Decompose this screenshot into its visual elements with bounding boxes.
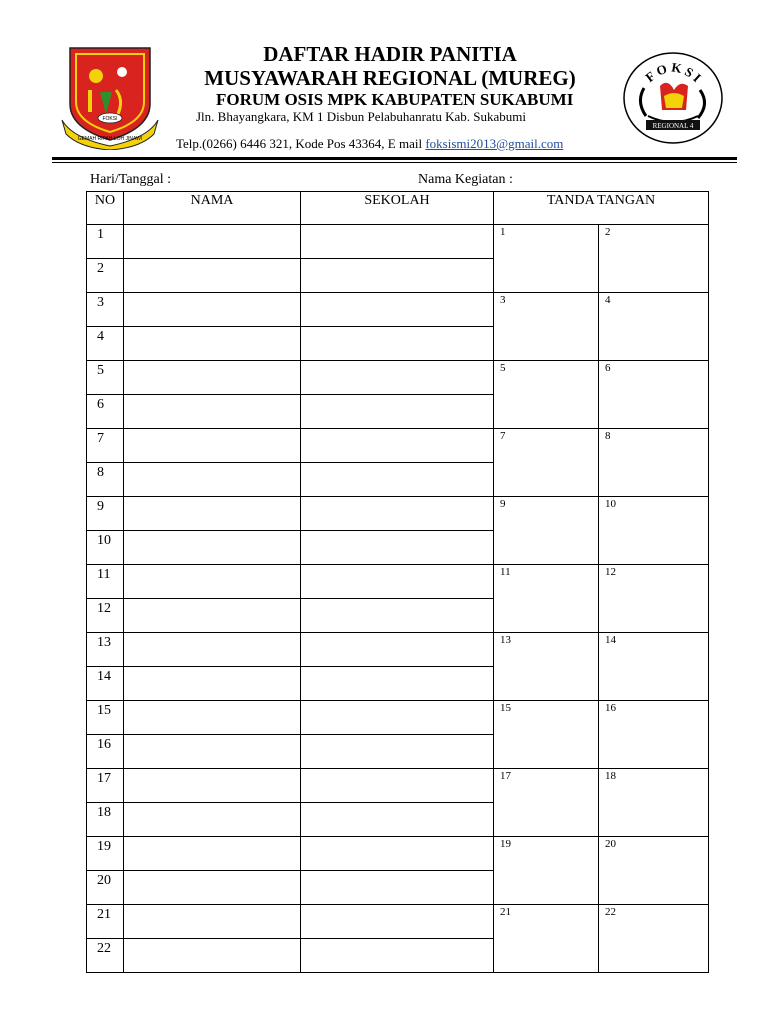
table-row <box>87 565 709 599</box>
row-number: 7 <box>87 429 124 463</box>
school-cell[interactable] <box>301 667 494 701</box>
school-cell[interactable] <box>301 769 494 803</box>
name-cell[interactable] <box>124 293 301 327</box>
name-cell[interactable] <box>124 667 301 701</box>
school-cell[interactable] <box>301 871 494 905</box>
row-number: 9 <box>87 497 124 531</box>
row-number: 16 <box>87 735 124 769</box>
table-row <box>87 429 709 463</box>
row-number: 12 <box>87 599 124 633</box>
signature-cell-right[interactable]: 22 <box>599 905 709 973</box>
signature-cell-right[interactable]: 10 <box>599 497 709 565</box>
row-number: 4 <box>87 327 124 361</box>
row-number: 18 <box>87 803 124 837</box>
attendance-rows <box>87 225 709 973</box>
signature-cell-left[interactable]: 5 <box>494 361 599 429</box>
crest-icon <box>60 42 160 150</box>
signature-cell-left[interactable]: 9 <box>494 497 599 565</box>
signature-cell-right[interactable]: 18 <box>599 769 709 837</box>
signature-cell-left[interactable]: 3 <box>494 293 599 361</box>
name-cell[interactable] <box>124 939 301 973</box>
name-cell[interactable] <box>124 701 301 735</box>
name-cell[interactable] <box>124 225 301 259</box>
svg-text:FOKSI: FOKSI <box>102 116 118 122</box>
school-cell[interactable] <box>301 395 494 429</box>
signature-cell-right[interactable]: 6 <box>599 361 709 429</box>
header-school: SEKOLAH <box>301 192 494 225</box>
table-row <box>87 837 709 871</box>
table-row <box>87 633 709 667</box>
school-cell[interactable] <box>301 225 494 259</box>
row-number: 10 <box>87 531 124 565</box>
header-signature: TANDA TANGAN <box>494 192 709 225</box>
row-number: 5 <box>87 361 124 395</box>
address: Jln. Bhayangkara, KM 1 Disbun Pelabuhanratu Kab. Sukabumi <box>196 109 527 124</box>
school-cell[interactable] <box>301 565 494 599</box>
name-cell[interactable] <box>124 361 301 395</box>
date-label: Hari/Tanggal : <box>90 172 172 187</box>
email-link[interactable]: foksismi2013@gmail.com <box>425 136 564 151</box>
svg-text:REGIONAL 4: REGIONAL 4 <box>652 122 694 130</box>
signature-cell-right[interactable]: 16 <box>599 701 709 769</box>
name-cell[interactable] <box>124 259 301 293</box>
table-row <box>87 361 709 395</box>
row-number: 20 <box>87 871 124 905</box>
row-number: 14 <box>87 667 124 701</box>
name-cell[interactable] <box>124 803 301 837</box>
school-cell[interactable] <box>301 429 494 463</box>
name-cell[interactable] <box>124 837 301 871</box>
school-cell[interactable] <box>301 293 494 327</box>
school-cell[interactable] <box>301 497 494 531</box>
school-cell[interactable] <box>301 701 494 735</box>
school-cell[interactable] <box>301 599 494 633</box>
name-cell[interactable] <box>124 429 301 463</box>
row-number: 21 <box>87 905 124 939</box>
signature-cell-right[interactable]: 8 <box>599 429 709 497</box>
school-cell[interactable] <box>301 463 494 497</box>
row-number: 22 <box>87 939 124 973</box>
school-cell[interactable] <box>301 633 494 667</box>
table-row <box>87 701 709 735</box>
school-cell[interactable] <box>301 531 494 565</box>
name-cell[interactable] <box>124 497 301 531</box>
signature-cell-right[interactable]: 2 <box>599 225 709 293</box>
table-row <box>87 225 709 259</box>
name-cell[interactable] <box>124 735 301 769</box>
organization-name: FORUM OSIS MPK KABUPATEN SUKABUMI <box>216 90 574 109</box>
school-cell[interactable] <box>301 905 494 939</box>
signature-cell-right[interactable]: 20 <box>599 837 709 905</box>
row-number: 17 <box>87 769 124 803</box>
table-row <box>87 293 709 327</box>
event-title: MUSYAWARAH REGIONAL (MUREG) <box>204 66 576 90</box>
school-cell[interactable] <box>301 939 494 973</box>
name-cell[interactable] <box>124 531 301 565</box>
header-name: NAMA <box>124 192 301 225</box>
signature-cell-left[interactable]: 19 <box>494 837 599 905</box>
table-row <box>87 497 709 531</box>
signature-cell-left[interactable]: 17 <box>494 769 599 837</box>
name-cell[interactable] <box>124 565 301 599</box>
attendance-table <box>86 191 709 973</box>
school-cell[interactable] <box>301 803 494 837</box>
name-cell[interactable] <box>124 463 301 497</box>
name-cell[interactable] <box>124 905 301 939</box>
table-row <box>87 769 709 803</box>
row-number: 19 <box>87 837 124 871</box>
header-no: NO <box>87 192 124 225</box>
row-number: 11 <box>87 565 124 599</box>
row-number: 6 <box>87 395 124 429</box>
name-cell[interactable] <box>124 599 301 633</box>
signature-cell-left[interactable]: 21 <box>494 905 599 973</box>
signature-cell-left[interactable]: 13 <box>494 633 599 701</box>
row-number: 1 <box>87 225 124 259</box>
foksi-emblem-icon <box>622 50 724 146</box>
row-number: 8 <box>87 463 124 497</box>
row-number: 15 <box>87 701 124 735</box>
row-number: 2 <box>87 259 124 293</box>
signature-cell-left[interactable]: 11 <box>494 565 599 633</box>
header-divider-thin <box>52 162 737 163</box>
kabupaten-sukabumi-logo <box>60 42 160 150</box>
name-cell[interactable] <box>124 769 301 803</box>
table-row <box>87 905 709 939</box>
name-cell[interactable] <box>124 395 301 429</box>
contact-text: Telp.(0266) 6446 321, Kode Pos 43364, E mail <box>176 136 426 151</box>
contact-line <box>176 136 563 152</box>
row-number: 13 <box>87 633 124 667</box>
school-cell[interactable] <box>301 837 494 871</box>
svg-text:GEMAH RIPAH LOH JINAWI: GEMAH RIPAH LOH JINAWI <box>77 136 143 142</box>
header-divider <box>52 157 737 160</box>
school-cell[interactable] <box>301 327 494 361</box>
signature-cell-right[interactable]: 4 <box>599 293 709 361</box>
name-cell[interactable] <box>124 633 301 667</box>
school-cell[interactable] <box>301 361 494 395</box>
name-cell[interactable] <box>124 327 301 361</box>
activity-label: Nama Kegiatan : <box>418 172 513 187</box>
signature-cell-left[interactable]: 15 <box>494 701 599 769</box>
svg-text:FOKSI: FOKSI <box>642 59 707 88</box>
document-title: DAFTAR HADIR PANITIA <box>263 42 517 66</box>
signature-cell-right[interactable]: 14 <box>599 633 709 701</box>
signature-cell-left[interactable]: 7 <box>494 429 599 497</box>
row-number: 3 <box>87 293 124 327</box>
school-cell[interactable] <box>301 735 494 769</box>
school-cell[interactable] <box>301 259 494 293</box>
signature-cell-right[interactable]: 12 <box>599 565 709 633</box>
foksi-logo <box>622 50 724 146</box>
signature-cell-left[interactable]: 1 <box>494 225 599 293</box>
name-cell[interactable] <box>124 871 301 905</box>
